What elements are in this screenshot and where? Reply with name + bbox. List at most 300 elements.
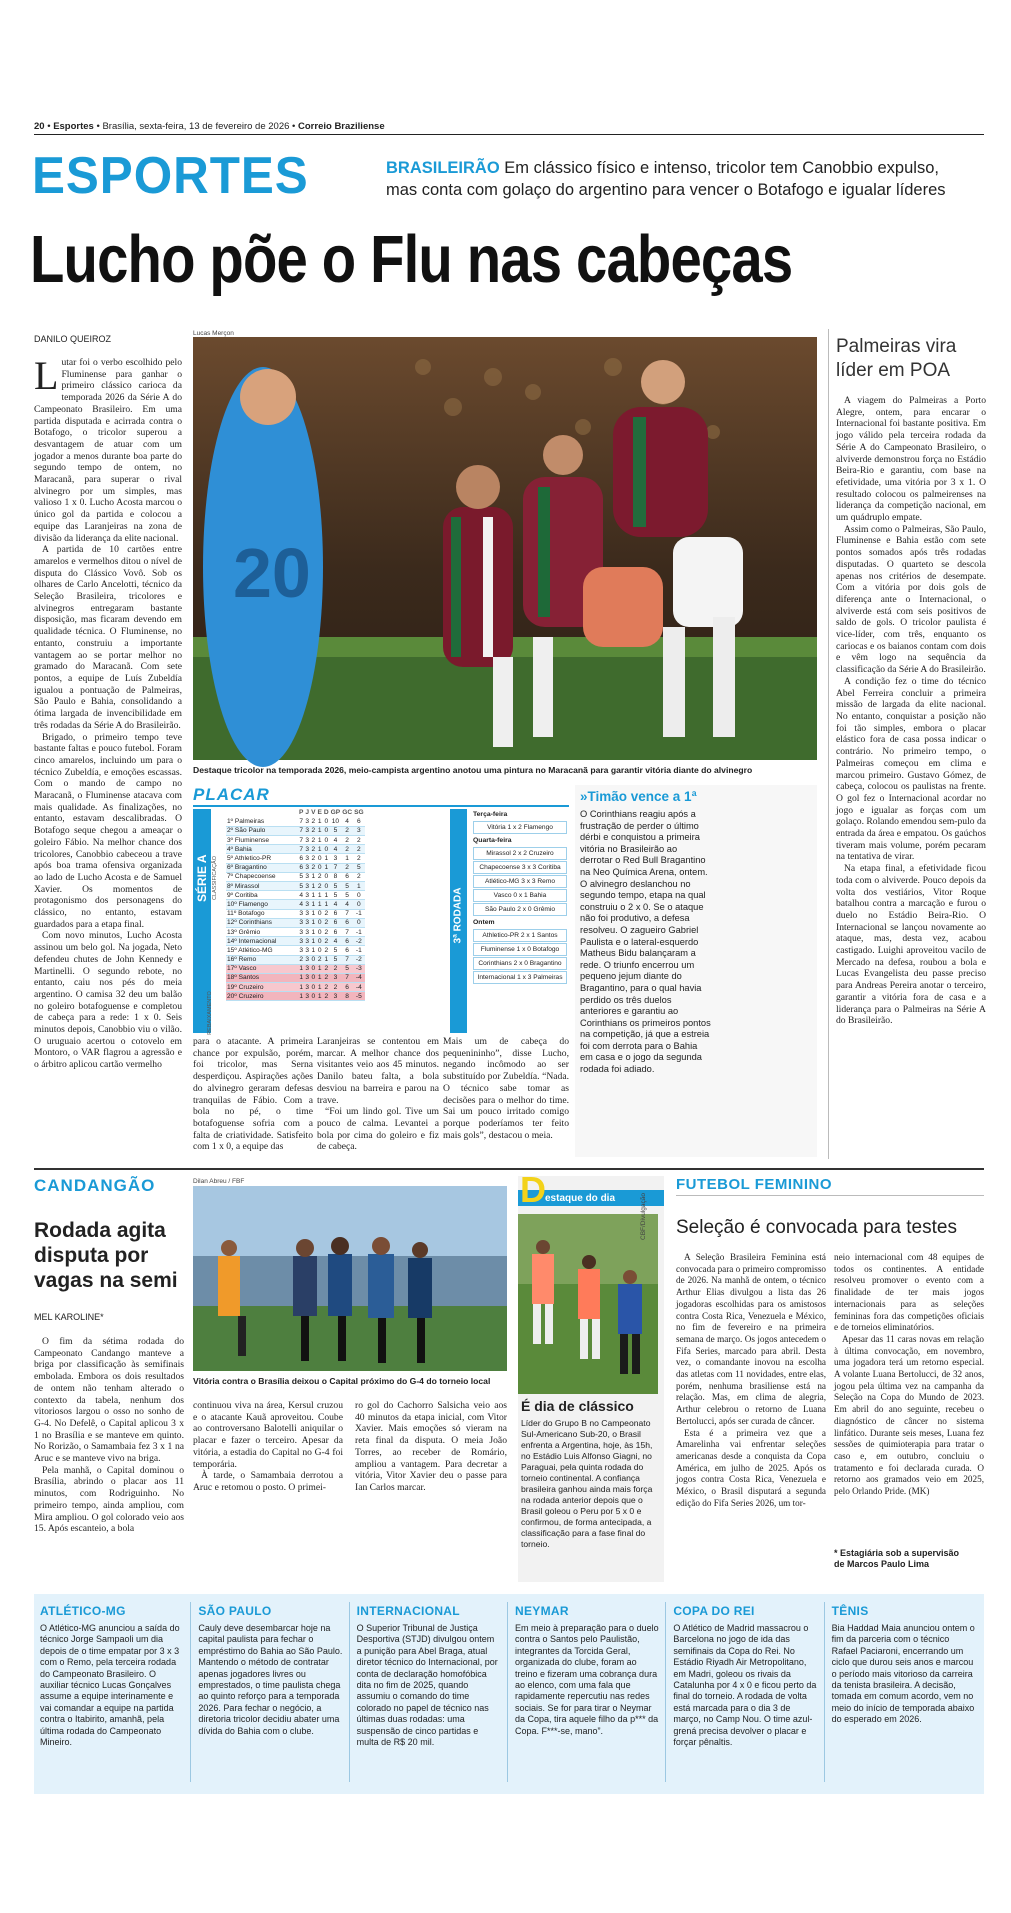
standings-cell: 3 [305, 928, 310, 936]
feminino-col-1: A Seleção Brasileira Feminina está convocada para o primeiro compromisso de 2026. Na manhã de ontem, o técnico Arthur Elias divulgou a lista das 26 jogadoras escolhidas para os amistosos contra Costa Rica, Venezuela e México, no fim de fevereiro e na primeira semana de março. Os jogos antecedem o Fifa Series, marcado para abril. Desta vez, o comandante inovou na escolha das atletas com 11 novidades, entre elas, porém, nenhuma brasiliense está na relação. Mas, em clima de alegria, Arthur celebrou o retorno de Luana Bertolucci, após ser curada de câncer. Esta é a primeira vez que a Amarelinha vai enfrentar seleções americanas desde a conquista da Copa América, em julho de 2025. Após os jogos contra Costa Rica, Venezuela e México, o Brasil disputará a segunda edição do Fifa Series 2026, um tor- [676, 1252, 827, 1508]
standings-cell: 6 [341, 946, 353, 955]
standings-cell: 2 [324, 983, 329, 991]
palmeiras-text: A viagem do Palmeiras a Porto Alegre, ontem, para encarar o Internacional foi bastante positiva. Em jogo válido pela terceira rodada da Série A do Campeonato Brasileiro, o alviverde demonstrou força no Estádio Beira-Rio e garantiu, com base na efetividade, uma vitória por 3 x 1. O resultado colocou os palmeirenses na liderança da competição nacional, em um quádruplo empate. Assim como o Palmeiras, São Paulo, Fluminense e Bahia estão com sete pontos somados após três rodadas disputadas. O quarteto se descola apenas nos critérios de desempate. Com a vitória por dois gols de diferença ante o Internacional, o alviverde está com seis positivos de saldo de gols. O tricolor paulista é vice-líder, com três, enquanto os cariocas e os baianos contam com dois e vêm logo na sequência da classificação da Série A do Brasileirão. A condição fez o time do técnico Abel Ferreira concluir a primeira missão de largada da elite nacional. No entanto, conquistar a posição não foi tão simples, embora o placar elástico fora de casa possa indicar o contrário. No primeiro tempo, o Palmeiras começou em clima e marcou primeiro. Gustavo Gómez, de cabeça, colocou os paulistas na frente. O gol fez o Internacional acordar no jogo e igualar as forças com um golaço. Rolando emendou sem-pulo da entrada da área e empatou. Os gaúchos tiveram mais volume, porém pecaram na tentativa de virar. Na etapa final, a efetividade ficou toda com o alviverde. Pouco depois da volta dos vestiários, Vitor Roque batalhou contra a marcação e furou o duelo no Estádio Beira-Rio. O Internacional se lançou novamente ao ataque, mas, desta vez, acabou castigado. Luighi aproveitou vacilo de Mercado na defesa, roubou a bola e Lucas Evangelista deu passe preciso para Andreas Pereira anotar o terceiro, garantir a vitória fora de casa e a liderança para o Palmeiras na Série A do Brasileirão. [836, 395, 987, 1027]
brief-text: Em meio à preparação para o duelo contra o Santos pelo Paulistão, integrantes da Torcida Geral, organizada do clube, foram ao treino e fizeram uma cobrança dura ao elenco, com uma fala que rapidamente repercutiu nas redes sociais. Se for para tirar o Neymar da Copa, tira aquele filho da p*** da Copa. F***-se, mano”. [515, 1623, 659, 1736]
standings-cell: 5 [330, 882, 342, 891]
standings [226, 808, 438, 1001]
standings-cell: 7 [330, 863, 342, 872]
standings-row [226, 872, 365, 881]
standings-cell: 3 [305, 910, 310, 918]
dropcap: L [34, 353, 59, 398]
standings-cell: 2 [353, 836, 365, 845]
section-title: ESPORTES [32, 147, 309, 205]
standings-cell: 3 [305, 882, 310, 890]
team-name: 4º Bahia [226, 845, 298, 854]
standings-cell: 3 [305, 827, 310, 835]
standings-header: GP [330, 809, 341, 817]
standings-row [226, 964, 365, 973]
team-name: 1º Palmeiras [226, 817, 298, 826]
palmeiras-title [836, 335, 986, 383]
standings-cell: 1 [317, 845, 322, 853]
feminino-col-2: neio internacional com 48 equipes de todos os continentes. A entidade resolveu promover o evento com a finalidade de ter mais jogos internacionais para as seleções femininas fora das competições oficiais e de torneios eliminatórios. Apesar das 11 caras novas em relação à última convocação, em novembro, uma jogadora terá um retorno especial. A volante Luana Bertolucci, de 32 anos, jogou pela última vez na campanha da Seleção na Copa do Mundo de 2023. Em abril do ano seguinte, recebeu o diagnóstico de câncer no sistema linfático. Durante seis meses, Luana fez sessões de quimioterapia para tratar o caso e, em outubro, concluiu o tratamento e foi declarada curada. O retorno aos gramados veio em 2025, pelo Orlando Pride. (MK) [834, 1252, 984, 1497]
standings-cell: 3 [305, 855, 310, 863]
standings-cell: 7 [299, 836, 304, 844]
standings-cell: 6 [353, 817, 365, 826]
main-col-3: Laranjeiras se contentou em marcar. A melhor chance dos visitantes veio aos 45 minutos. Danilo bateu falta, a bola desviou na barreira e parou na trave. “Foi um lindo gol. Tive um pouco de calma. Levantei a bola por cima do goleiro e fiz de cabeça. [317, 1036, 439, 1153]
standings-cell: 0 [353, 918, 365, 927]
standings-cell: 0 [324, 836, 329, 844]
game-result: Vitória 1 x 2 Flamengo [473, 821, 567, 834]
standings-cell: 6 [341, 937, 353, 946]
standings-cell: 2 [317, 882, 322, 890]
standings-cell: 6 [330, 927, 342, 936]
standings-cell: 1 [299, 974, 304, 982]
standings-row [226, 882, 365, 891]
standings-cell: 6 [341, 918, 353, 927]
brief-item [515, 1604, 659, 1737]
deck-kicker: BRASILEIRÃO [386, 159, 500, 177]
standings-cell: 0 [324, 873, 329, 881]
standings-header: D [323, 809, 329, 817]
standings-row [226, 946, 365, 955]
standings-cell: 3 [330, 992, 342, 1001]
team-name: 7º Chapecoense [226, 872, 298, 881]
standings-cell: 3 [305, 900, 310, 908]
standings-cell: 1 [299, 992, 304, 1000]
standings-header: P [299, 809, 304, 817]
standings-header: J [305, 809, 310, 817]
standings-header: V [311, 809, 316, 817]
svg-text:20: 20 [233, 534, 311, 612]
standings-row [226, 983, 365, 992]
standings-cell: 3 [305, 956, 310, 964]
standings-cell: 10 [330, 817, 342, 826]
standings-cell: 2 [341, 826, 353, 835]
standings-cell: 2 [324, 946, 329, 954]
standings-cell: 2 [324, 928, 329, 936]
byline: DANILO QUEIROZ [34, 334, 112, 344]
standings-cell: 0 [311, 983, 316, 991]
standings-cell: 2 [311, 845, 316, 853]
standings-cell: 3 [305, 845, 310, 853]
standings-cell: 7 [299, 827, 304, 835]
standings-cell: 2 [330, 983, 342, 992]
standings-cell: 2 [353, 845, 365, 854]
game-result: Vasco 0 x 1 Bahia [473, 889, 567, 902]
brief-text: Bia Haddad Maia anunciou ontem o fim da parceria com o técnico Rafael Paciaroni, encerrando um ciclo que durou seis anos e marcou o período mais vitorioso da carreira da tenista brasileira. A decisão, tomada em comum acordo, vem no meio do início de temporada abaixo do esperado em 2026. [831, 1623, 975, 1725]
destaque-letter: D [520, 1169, 546, 1210]
brief-divider [190, 1602, 191, 1782]
brief-divider [349, 1602, 350, 1782]
standings-cell: 3 [299, 919, 304, 927]
standings-cell: 0 [311, 965, 316, 973]
standings-cell: 4 [330, 900, 342, 909]
standings-cell: 0 [317, 910, 322, 918]
candango-col-3: ro gol do Cachorro Salsicha veio aos 40 minutos da etapa inicial, com Vitor Xavier. Mais emoções só vieram na reta final da disputa. O meia João Torres, ao receber de Romário, ampliou a vantagem. Para decretar a vitória, Vitor Xavier deu o passe para Ian Carlos marcar. [355, 1400, 507, 1493]
brief-item [832, 1604, 976, 1726]
standings-cell: 4 [330, 845, 342, 854]
standings-cell: 3 [330, 973, 342, 982]
brief-title: TÊNIS [831, 1604, 869, 1618]
standings-cell: 2 [324, 992, 329, 1000]
team-name: 20º Cruzeiro [226, 992, 298, 1001]
page-number: 20 [34, 121, 45, 132]
standings-cell: 3 [305, 864, 310, 872]
standings-cell: 0 [324, 845, 329, 853]
standings-header: E [317, 809, 322, 817]
team-name: 3º Fluminense [226, 836, 298, 845]
standings-cell: 1 [324, 864, 329, 872]
feminino-title: Seleção é convocada para testes [676, 1217, 957, 1238]
standings-row [226, 826, 365, 835]
team-name: 14º Internacional [226, 937, 298, 946]
standings-cell: 3 [305, 873, 310, 881]
placar-underline [193, 805, 569, 807]
standings-cell: -1 [353, 946, 365, 955]
deck-line-2: mas conta com golaço do argentino para vencer o Botafogo e igualar líderes [386, 181, 946, 199]
standings-cell: 7 [341, 955, 353, 964]
games-day: Terça-feira [473, 811, 508, 818]
standings-cell: 1 [317, 891, 322, 899]
standings-cell: 0 [324, 882, 329, 890]
brief-text: O Superior Tribunal de Justiça Desportiva (STJD) divulgou ontem a punição para Abel Braga, atual diretor técnico do Internacional, por conta de declaração homofóbica dita no fim de 2025, quando assumiu o comando do time colorado no papel de técnico nas últimas duas rodadas: uma suspensão de cinco partidas e multa de R$ 20 mil. [356, 1623, 498, 1748]
game-result: Atlético-MG 3 x 3 Remo [473, 875, 567, 888]
standings-cell: 5 [341, 964, 353, 973]
brief-item [40, 1604, 184, 1748]
game-result: Chapecoense 3 x 3 Coritiba [473, 861, 567, 874]
standings-cell: 2 [330, 964, 342, 973]
standings-cell: 1 [353, 882, 365, 891]
team-name: 6º Bragantino [226, 863, 298, 872]
standings-cell: 3 [299, 946, 304, 954]
standings-cell: 5 [330, 955, 342, 964]
game-result: Internacional 1 x 3 Palmeiras [473, 971, 567, 984]
standings-cell: 3 [299, 928, 304, 936]
candango-kicker: CANDANGÃO [34, 1176, 156, 1195]
standings-cell: 1 [317, 965, 322, 973]
standings-cell: 1 [311, 882, 316, 890]
brief-item [198, 1604, 342, 1737]
standings-cell: 2 [353, 854, 365, 863]
classif-label: CLASSIFICAÇÃO [212, 856, 218, 901]
standings-row [226, 863, 365, 872]
standings-cell: 1 [324, 900, 329, 908]
standings-cell: 5 [299, 873, 304, 881]
team-name: 9º Coritiba [226, 891, 298, 900]
standings-cell: 1 [317, 836, 322, 844]
standings-cell: 1 [341, 854, 353, 863]
standings-cell: 3 [305, 974, 310, 982]
standings-cell: 0 [317, 919, 322, 927]
standings-cell: 1 [311, 900, 316, 908]
destaque-label: estaque do dia [545, 1193, 616, 1204]
standings-cell: 6 [330, 909, 342, 918]
standings-cell: 7 [299, 845, 304, 853]
brief-title: SÃO PAULO [198, 1604, 272, 1618]
masthead-deck [386, 157, 986, 201]
standings-cell: 3 [305, 919, 310, 927]
standings-cell: 2 [324, 965, 329, 973]
team-name: 5º Athletico-PR [226, 854, 298, 863]
game-result: Fluminense 1 x 0 Botafogo [473, 943, 567, 956]
standings-cell: 1 [311, 910, 316, 918]
standings-row [226, 955, 365, 964]
team-name: 19º Cruzeiro [226, 983, 298, 992]
standings-cell: 0 [311, 974, 316, 982]
standings-cell: 1 [324, 891, 329, 899]
standings-cell: 4 [330, 836, 342, 845]
standings-cell: 1 [311, 919, 316, 927]
standings-cell: 2 [311, 836, 316, 844]
standings-cell: -4 [353, 983, 365, 992]
standings-cell: 1 [317, 818, 322, 826]
standings-cell: 1 [311, 946, 316, 954]
candango-caption: Vitória contra o Brasília deixou o Capital próximo do G-4 do torneio local [193, 1376, 491, 1386]
standings-cell: 2 [341, 836, 353, 845]
standings-cell: 6 [341, 983, 353, 992]
standings-header: SG [354, 809, 364, 817]
standings-row [226, 836, 365, 845]
standings-cell: 0 [317, 937, 322, 945]
standings-cell: -1 [353, 909, 365, 918]
standings-cell: 4 [341, 817, 353, 826]
standings-cell: 3 [330, 854, 342, 863]
standings-cell: 0 [317, 928, 322, 936]
standings-row [226, 918, 365, 927]
folio-date: Brasília, sexta-feira, 13 de fevereiro de 2026 [102, 121, 290, 132]
game-result: Athletico-PR 2 x 1 Santos [473, 929, 567, 942]
standings-cell: 2 [317, 956, 322, 964]
standings-cell: 1 [324, 956, 329, 964]
standings-cell: 5 [299, 882, 304, 890]
standings-cell: -1 [353, 927, 365, 936]
standings-header: GC [342, 809, 353, 817]
team-name: 11º Botafogo [226, 909, 298, 918]
standings-cell: 7 [341, 927, 353, 936]
standings-cell: 2 [341, 863, 353, 872]
games-day: Quarta-feira [473, 837, 512, 844]
timao-text: O Corinthians reagiu após a frustração de perder o último dérbi e conquistou a primeira vitória no Brasileirão ao derrotar o Red Bull Bragantino na Neo Química Arena, ontem. O alvinegro deslanchou no segundo tempo, etapa na qual construiu o 2 x 0. Se o ataque não foi produtivo, a defesa resolveu. O zagueiro Gabriel Paulista e o lateral-esquerdo Matheus Bidu balançaram a rede. O triunfo encerrou um pequeno jejum diante do Bragantino, para o qual havia perdido os três duelos anteriores e garantiu ao Corinthians os primeiros pontos na competição, já que a estreia foi com derrota para o Bahia em casa e o jogo da segunda rodada foi adiado. [580, 809, 711, 1075]
standings-cell: 1 [317, 992, 322, 1000]
candango-photo-credit: Dilan Abreu / FBF [193, 1178, 245, 1185]
brief-title: INTERNACIONAL [356, 1604, 460, 1618]
main-photo-caption: Destaque tricolor na temporada 2026, meio-campista argentino anotou uma pintura no Maracanã para garantir vitória diante do alvinegro [193, 765, 753, 775]
feminino-note: * Estagiária sob a supervisão de Marcos Paulo Lima [834, 1548, 960, 1569]
standings-cell: 6 [299, 855, 304, 863]
standings-cell: 0 [317, 946, 322, 954]
game-result: Corinthians 2 x 0 Bragantino [473, 957, 567, 970]
standings-row [226, 937, 365, 946]
team-name: 17º Vasco [226, 964, 298, 973]
folio-section: Esportes [53, 121, 94, 132]
standings-cell: 3 [305, 836, 310, 844]
folio-rule [34, 134, 984, 135]
palmeiras-title-1: Palmeiras vira [836, 336, 957, 357]
standings-cell: 0 [311, 956, 316, 964]
standings-cell: 2 [311, 864, 316, 872]
standings-cell: 2 [324, 919, 329, 927]
team-name: 15º Atlético-MG [226, 946, 298, 955]
standings-cell: 3 [305, 946, 310, 954]
team-name: 2º São Paulo [226, 826, 298, 835]
folio-paper: Correio Braziliense [298, 121, 385, 132]
destaque-text: Líder do Grupo B no Campeonato Sul-Americano Sub-20, o Brasil enfrenta a Argentina, hoje, às 15h, no Estádio Luis Alfonso Giagni, no Paraguai, pela quinta rodada do torneio continental. A confiança brasileira ganhou ainda mais força na rodada anterior depois que o Brasil goleou o Peru por 5 x 0 e confirmou, de forma antecipada, a classificação para a fase final do torneio. [521, 1418, 653, 1549]
game-result: Mirassol 2 x 2 Cruzeiro [473, 847, 567, 860]
game-result: São Paulo 2 x 0 Grêmio [473, 903, 567, 916]
standings-cell: 8 [341, 992, 353, 1001]
standings-cell: 0 [317, 855, 322, 863]
folio: 20 • Esportes • Brasília, sexta-feira, 13 de fevereiro de 2026 • Correio Braziliense [34, 121, 385, 132]
standings-cell: 1 [317, 983, 322, 991]
feminino-rule [676, 1195, 984, 1196]
games-day: Ontem [473, 919, 495, 926]
standings-cell: 0 [324, 818, 329, 826]
mid-rule [34, 1168, 984, 1170]
standings-cell: -5 [353, 992, 365, 1001]
standings-cell: 1 [317, 900, 322, 908]
standings-cell: 2 [341, 845, 353, 854]
standings-cell: 6 [299, 864, 304, 872]
standings-cell: 5 [341, 891, 353, 900]
feminino-kicker: FUTEBOL FEMININO [676, 1176, 833, 1193]
standings-cell: 2 [324, 937, 329, 945]
standings-cell: 2 [311, 827, 316, 835]
standings-row [226, 845, 365, 854]
standings-cell: 1 [311, 928, 316, 936]
main-col-1: L utar foi o verbo escolhido pelo Fluminense para ganhar o primeiro clássico carioca da temporada 2026 da Série A do Campeonato Brasileiro. Em uma partida disputada e acirrada contra o Botafogo, o tricolor superou a desvantagem de atuar com um jogador a menos durante boa parte do segundo tempo de ontem, no Maracanã, para superar o rival alvinegro por um simples, mas valioso 1 x 0. Lucho Acosta marcou o único gol da partida e colocou a equipe das Laranjeiras na zona de divisão da liderança da elite nacional. A partida de 10 cartões entre amarelos e vermelhos ditou o nível de disputa do Clássico Vovô. Sob os olhares de Carlo Ancelotti, técnico da Seleção Brasileira, tricolores e alvinegros entregaram bastante disposição, mas ficaram devendo em qualidade técnica. O Fluminense, no entanto, construiu a importante vantagem ao se portar melhor no gramado do Maracanã. Com sete pontos, a equipe de Luís Zubeldía igualou a pontuação de Palmeiras, São Paulo e Bahia, consolidando a ótima largada de invencibilidade em três rodadas da Série A do Brasileirão. Brigado, o primeiro tempo teve bastante faltas e pouco futebol. Foram cinco amarelos, incluindo um para o técnico Zubeldía, e emoções escassas. Com o mando de campo no Maracanã, o Fluminense atacava com mais qualidade. As finalizações, no entanto, estavam descalibradas. O Botafogo seque chegou a ameaçar o goleiro Fábio. Na melhor chance dos tricolores, Canobbio cabeceou a trave após boa trama ofensiva organizada ao lado de Lucho Acosta e de Samuel Xavier. Os momentos de protagonismo dos personagens do clássico, no entanto, estavam guardados para a etapa final. Com novo minutos, Lucho Acosta assinou um belo gol. Na jogada, Neto defendeu chutes de John Kennedy e Martinelli. O segundo rebote, no entanto, caiu nos pés do meia argentino. O camisa 32 deu um balão no goleiro botafoguense e completou de cabeça para a rede: 1 x 0. Seis minutos depois, Canobbio viu o vilão. O uruguaio acertou o cotovelo em Montoro, o VAR flagrou a agressão e o árbitro aplicou cartão vermelho [34, 353, 182, 1071]
standings-cell: 3 [305, 891, 310, 899]
standings-cell: 8 [330, 872, 342, 881]
candango-col-1: O fim da sétima rodada do Campeonato Candango manteve a briga por classificação às semifinais embolada. Embora os dois resultados de ontem não tenham alterado o contexto da tabela, nenhum dos vitoriosos largou o osso no sonho de G-4. No Defelê, o Capital aplicou 3 x 1 no Brasília e se manteve em quinto. No Rorizão, o Samambaia fez 3 x 1 na Aruc e se manteve vivo na briga. Pela manhã, o Capital dominou o Brasília, abrindo o placar aos 11 minutos, com Rodriguinho. No primeiro tempo, ainda ampliou, com Mira ampliou. O gol colorado veio aos 15. Após escanteio, a bola [34, 1336, 184, 1535]
timao-title: »Timão vence a 1ª [580, 789, 697, 804]
deck-line-1: Em clássico físico e intenso, tricolor tem Canobbio expulso, [504, 159, 939, 177]
standings-cell: 5 [330, 946, 342, 955]
standings-cell: 7 [341, 973, 353, 982]
standings-cell: 3 [299, 937, 304, 945]
standings-cell: 2 [317, 873, 322, 881]
standings-row [226, 927, 365, 936]
serie-a-label: SÉRIE A [195, 854, 209, 902]
round-games [470, 809, 570, 985]
standings-cell: 0 [324, 827, 329, 835]
standings-cell: 7 [341, 909, 353, 918]
standings-cell: 0 [353, 900, 365, 909]
standings-cell: 1 [324, 855, 329, 863]
destaque-photo [518, 1214, 658, 1394]
brief-divider [824, 1602, 825, 1782]
candango-byline: MEL KAROLINE* [34, 1312, 104, 1322]
placar-title: PLACAR [193, 785, 270, 804]
standings-cell: 3 [305, 965, 310, 973]
standings-cell: 7 [299, 818, 304, 826]
brief-divider [665, 1602, 666, 1782]
destaque-photo-credit: CBF/Divulgação [640, 1193, 647, 1240]
candango-photo [193, 1186, 507, 1371]
standings-row [226, 973, 365, 982]
main-col-4: Mais um de cabeça do pequenininho”, disse Lucho, negando incômodo ao ser substituído por Zubeldía. “Nada. O técnico sabe tomar as decisões para o melhor do time. Sai um pouco irritado comigo porque poderíamos ter feito mais gols”, destacou o meia. [443, 1036, 569, 1141]
main-headline: Lucho põe o Flu nas cabeças [30, 222, 793, 297]
standings-cell: 1 [311, 873, 316, 881]
brief-title: ATLÉTICO-MG [40, 1604, 126, 1618]
briefs [34, 1594, 984, 1794]
standings-cell: 5 [330, 826, 342, 835]
standings-cell: 3 [305, 818, 310, 826]
round-label: 3ª RODADA [452, 887, 464, 944]
standings-cell: 1 [317, 827, 322, 835]
standings-cell: 2 [311, 818, 316, 826]
standings-cell: 3 [305, 983, 310, 991]
brief-text: Cauly deve desembarcar hoje na capital paulista para fechar o empréstimo do Bahia ao São Paulo. Mantendo o método de contratar apenas jogadores livres ou emprestados, o time paulista chega ao quinto reforço para a temporada 2026. Para fechar o negócio, a diretoria tricolor decidiu abater uma dívida do Bahia com o clube. [198, 1623, 343, 1736]
standings-cell: -2 [353, 955, 365, 964]
standings-cell: 5 [330, 891, 342, 900]
standings-cell: 0 [311, 992, 316, 1000]
standings-row [226, 817, 365, 826]
standings-cell: 4 [299, 891, 304, 899]
standings-cell: -4 [353, 973, 365, 982]
standings-cell: 1 [299, 983, 304, 991]
standings-cell: 0 [353, 891, 365, 900]
standings-cell: 1 [311, 937, 316, 945]
standings-cell: 1 [317, 974, 322, 982]
palmeiras-title-2: líder em POA [836, 360, 951, 381]
standings-cell: -2 [353, 937, 365, 946]
main-photo-credit: Lucas Merçon [193, 330, 234, 337]
standings-cell: -3 [353, 964, 365, 973]
team-name: 13º Grêmio [226, 927, 298, 936]
standings-cell: 4 [330, 937, 342, 946]
main-col-2: para o atacante. A primeira chance por expulsão, porém, foi tricolor, mas Serna desperdiçou. Aspirações ações do alvinegro geraram defesas tranquilas de Fábio. Com a bola no pé, o time botafoguense sofria com a falta de criatividade. Satisfeito com 1 x 0, a equipe das [193, 1036, 313, 1153]
team-name: 16º Remo [226, 955, 298, 964]
standings-cell: 2 [324, 974, 329, 982]
standings-cell: 5 [353, 863, 365, 872]
rebaix-label: REBAIXAMENTO [207, 991, 213, 1035]
standings-header [226, 808, 298, 817]
brief-item [673, 1604, 817, 1748]
standings-cell: 2 [311, 855, 316, 863]
standings-cell: 6 [330, 918, 342, 927]
standings-cell: 1 [299, 965, 304, 973]
standings-cell: 5 [341, 882, 353, 891]
brief-text: O Atlético de Madrid massacrou o Barcelona no jogo de ida das semifinais da Copa do Rei. No Estádio Riyadh Air Metropolitano, em Madri, goleou os rivais da Catalunha por 4 x 0 e ficou perto da final do torneio. A rodada de volta está marcada para o dia 3 de março, no Camp Nou. O time azul-grená precisa devolver o placar e forçar pênaltis. [673, 1623, 817, 1748]
brief-divider [507, 1602, 508, 1782]
standings-cell: 4 [299, 900, 304, 908]
standings-cell: 2 [353, 872, 365, 881]
standings-cell: 3 [305, 992, 310, 1000]
standings-row [226, 891, 365, 900]
candango-title: Rodada agita disputa por vagas na semi [34, 1219, 178, 1292]
brief-title: NEYMAR [515, 1604, 569, 1618]
team-name: 18º Santos [226, 973, 298, 982]
standings-row [226, 992, 365, 1001]
standings-cell: 3 [299, 910, 304, 918]
team-name: 8º Mirassol [226, 882, 298, 891]
standings-cell: 2 [299, 956, 304, 964]
standings-row [226, 909, 365, 918]
standings-cell: 4 [341, 900, 353, 909]
palmeiras-rule [828, 329, 829, 1159]
main-photo [193, 337, 817, 760]
standings-cell: 3 [353, 826, 365, 835]
standings-cell: 2 [324, 910, 329, 918]
standings-cell: 1 [311, 891, 316, 899]
brief-title: COPA DO REI [673, 1604, 755, 1618]
team-name: 12º Corinthians [226, 918, 298, 927]
standings-cell: 6 [341, 872, 353, 881]
standings-cell: 3 [305, 937, 310, 945]
brief-text: O Atlético-MG anunciou a saída do técnico Jorge Sampaoli um dia depois de o time empatar por 3 x 3 com o Remo, pela terceira rodada do Campeonato Brasileiro. O auxiliar técnico Lucas Gonçalves assume a equipe interinamente e vai comandar a equipe na partida contra o Itabirito, amanhã, pela última rodada do Campeonato Mineiro. [40, 1623, 180, 1748]
team-name: 10º Flamengo [226, 900, 298, 909]
brief-item [357, 1604, 501, 1748]
